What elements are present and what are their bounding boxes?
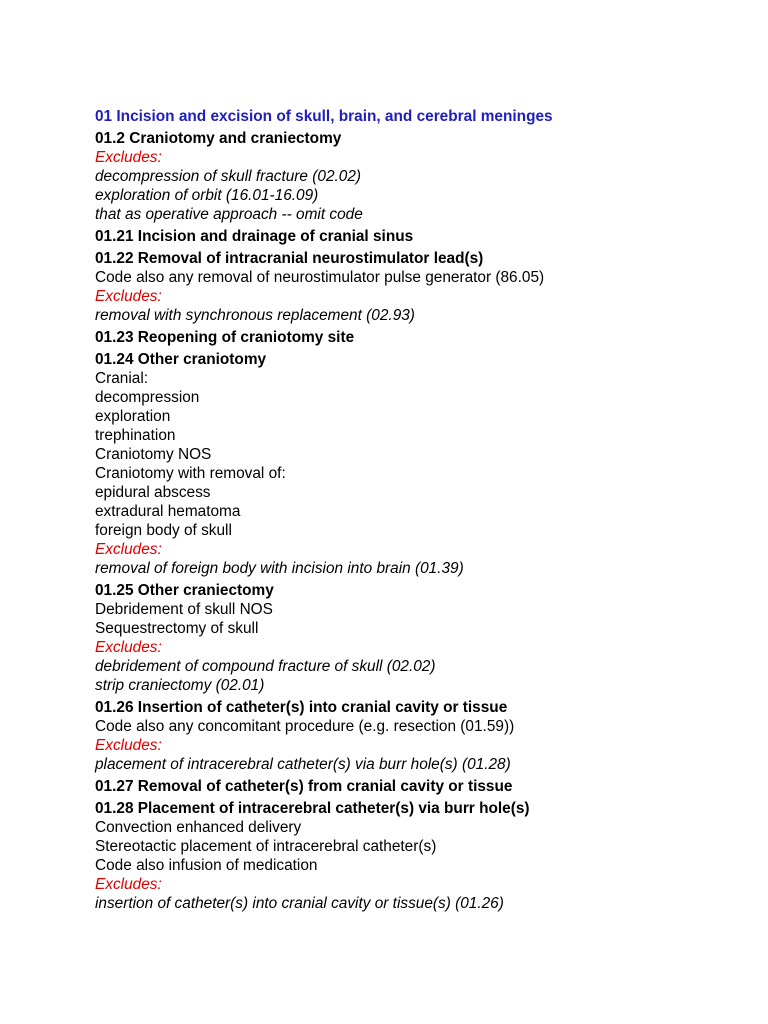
- body-text-line: exploration: [95, 408, 171, 425]
- excludes-label: Excludes:: [95, 737, 162, 754]
- excludes-label: Excludes:: [95, 149, 162, 166]
- procedure-heading: 01.25 Other craniectomy: [95, 582, 274, 599]
- body-text-line: Debridement of skull NOS: [95, 601, 273, 618]
- body-text-line: Convection enhanced delivery: [95, 819, 302, 836]
- body-text-line: Craniotomy with removal of:: [95, 465, 286, 482]
- exclusion-item: that as operative approach -- omit code: [95, 206, 363, 223]
- procedure-heading: 01.24 Other craniotomy: [95, 351, 267, 368]
- exclusion-item: insertion of catheter(s) into cranial cavity or tissue(s) (01.26): [95, 895, 504, 912]
- body-text-line: epidural abscess: [95, 484, 211, 501]
- procedure-heading: 01.28 Placement of intracerebral catheter(s) via burr hole(s): [95, 800, 530, 817]
- body-text-line: decompression: [95, 389, 200, 406]
- body-text-line: extradural hematoma: [95, 503, 241, 520]
- exclusion-item: strip craniectomy (02.01): [95, 677, 265, 694]
- procedure-heading: 01.27 Removal of catheter(s) from cranial cavity or tissue: [95, 778, 513, 795]
- excludes-label: Excludes:: [95, 541, 162, 558]
- procedure-heading: 01.23 Reopening of craniotomy site: [95, 329, 355, 346]
- exclusion-item: placement of intracerebral catheter(s) via burr hole(s) (01.28): [95, 756, 511, 773]
- body-text-line: Code also infusion of medication: [95, 857, 318, 874]
- procedure-heading: 01.2 Craniotomy and craniectomy: [95, 130, 342, 147]
- body-text-line: Cranial:: [95, 370, 149, 387]
- procedure-heading: 01.22 Removal of intracranial neurostimulator lead(s): [95, 250, 484, 267]
- exclusion-item: decompression of skull fracture (02.02): [95, 168, 362, 185]
- exclusion-item: debridement of compound fracture of skull (02.02): [95, 658, 436, 675]
- excludes-label: Excludes:: [95, 639, 162, 656]
- body-text-line: Code also any removal of neurostimulator pulse generator (86.05): [95, 269, 545, 286]
- excludes-label: Excludes:: [95, 876, 162, 893]
- exclusion-item: removal with synchronous replacement (02.93): [95, 307, 415, 324]
- document-body: [95, 107, 755, 913]
- exclusion-item: removal of foreign body with incision into brain (01.39): [95, 560, 464, 577]
- body-text-line: Stereotactic placement of intracerebral catheter(s): [95, 838, 437, 855]
- section-title: 01 Incision and excision of skull, brain, and cerebral meninges: [95, 108, 553, 125]
- excludes-label: Excludes:: [95, 288, 162, 305]
- body-text-line: foreign body of skull: [95, 522, 232, 539]
- body-text-line: trephination: [95, 427, 176, 444]
- body-text-line: Sequestrectomy of skull: [95, 620, 259, 637]
- procedure-heading: 01.26 Insertion of catheter(s) into cranial cavity or tissue: [95, 699, 508, 716]
- exclusion-item: exploration of orbit (16.01-16.09): [95, 187, 319, 204]
- body-text-line: Craniotomy NOS: [95, 446, 212, 463]
- body-text-line: Code also any concomitant procedure (e.g. resection (01.59)): [95, 718, 515, 735]
- procedure-heading: 01.21 Incision and drainage of cranial sinus: [95, 228, 414, 245]
